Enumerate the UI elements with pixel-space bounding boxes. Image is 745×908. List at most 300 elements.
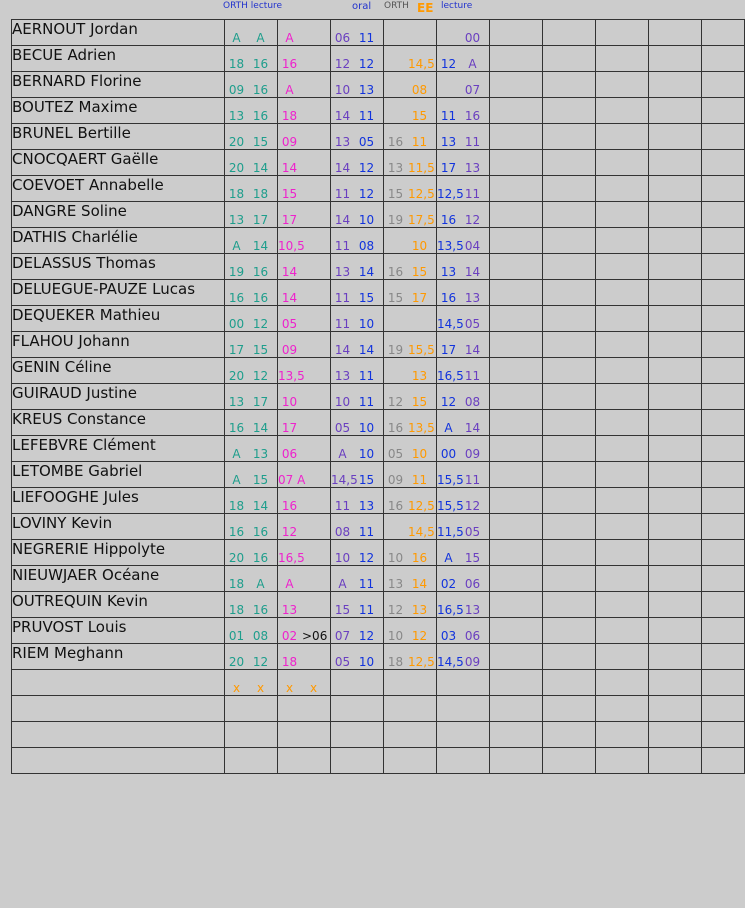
empty-grade-cell[interactable] — [649, 644, 702, 670]
grade-cell[interactable] — [278, 618, 331, 644]
grade-cell[interactable] — [278, 462, 331, 488]
empty-grade-cell[interactable] — [649, 488, 702, 514]
empty-grade-cell[interactable] — [543, 488, 596, 514]
student-name-cell[interactable]: AERNOUT Jordan — [12, 20, 225, 46]
grade-cell[interactable] — [225, 592, 278, 618]
empty-grade-cell[interactable] — [702, 150, 745, 176]
empty-grade-cell[interactable] — [596, 488, 649, 514]
empty-grade-cell[interactable] — [649, 202, 702, 228]
grade-cell[interactable] — [278, 410, 331, 436]
empty-grade-cell[interactable] — [543, 176, 596, 202]
grade-cell[interactable] — [384, 566, 437, 592]
grade-cell[interactable] — [384, 462, 437, 488]
grade-cell[interactable] — [225, 462, 278, 488]
grade-cell[interactable] — [278, 696, 331, 722]
grade-cell[interactable] — [437, 566, 490, 592]
grade-cell[interactable] — [278, 540, 331, 566]
empty-grade-cell[interactable] — [543, 98, 596, 124]
student-name-cell[interactable]: BECUE Adrien — [12, 46, 225, 72]
student-name-cell[interactable]: DATHIS Charlélie — [12, 228, 225, 254]
grade-cell[interactable] — [437, 384, 490, 410]
empty-grade-cell[interactable] — [649, 540, 702, 566]
grade-cell[interactable] — [384, 202, 437, 228]
empty-grade-cell[interactable] — [490, 332, 543, 358]
student-name-cell[interactable]: COEVOET Annabelle — [12, 176, 225, 202]
empty-grade-cell[interactable] — [596, 150, 649, 176]
grade-cell[interactable] — [384, 358, 437, 384]
empty-grade-cell[interactable] — [649, 72, 702, 98]
empty-grade-cell[interactable] — [490, 384, 543, 410]
empty-grade-cell[interactable] — [596, 462, 649, 488]
empty-grade-cell[interactable] — [543, 124, 596, 150]
empty-grade-cell[interactable] — [490, 176, 543, 202]
student-name-cell[interactable]: LIEFOOGHE Jules — [12, 488, 225, 514]
empty-grade-cell[interactable] — [649, 722, 702, 748]
grade-cell[interactable] — [278, 202, 331, 228]
empty-grade-cell[interactable] — [490, 540, 543, 566]
empty-grade-cell[interactable] — [490, 618, 543, 644]
grade-cell[interactable] — [384, 670, 437, 696]
empty-grade-cell[interactable] — [596, 566, 649, 592]
empty-grade-cell[interactable] — [702, 644, 745, 670]
grade-cell[interactable] — [225, 306, 278, 332]
grade-cell[interactable] — [331, 488, 384, 514]
empty-grade-cell[interactable] — [702, 20, 745, 46]
grade-cell[interactable] — [331, 98, 384, 124]
student-name-cell[interactable]: NEGRERIE Hippolyte — [12, 540, 225, 566]
grade-cell[interactable] — [437, 540, 490, 566]
empty-grade-cell[interactable] — [596, 72, 649, 98]
empty-grade-cell[interactable] — [702, 72, 745, 98]
grade-cell[interactable] — [384, 280, 437, 306]
empty-grade-cell[interactable] — [702, 566, 745, 592]
student-name-cell[interactable]: LOVINY Kevin — [12, 514, 225, 540]
empty-grade-cell[interactable] — [490, 150, 543, 176]
empty-grade-cell[interactable] — [596, 618, 649, 644]
empty-grade-cell[interactable] — [490, 696, 543, 722]
student-name-cell[interactable]: OUTREQUIN Kevin — [12, 592, 225, 618]
student-name-cell[interactable]: BRUNEL Bertille — [12, 124, 225, 150]
empty-grade-cell[interactable] — [702, 280, 745, 306]
grade-cell[interactable] — [278, 722, 331, 748]
grade-cell[interactable] — [384, 644, 437, 670]
student-name-cell[interactable]: DANGRE Soline — [12, 202, 225, 228]
empty-grade-cell[interactable] — [649, 696, 702, 722]
empty-grade-cell[interactable] — [649, 410, 702, 436]
empty-grade-cell[interactable] — [490, 514, 543, 540]
grade-cell[interactable] — [437, 124, 490, 150]
grade-cell[interactable] — [278, 20, 331, 46]
grade-cell[interactable] — [278, 592, 331, 618]
grade-cell[interactable] — [225, 696, 278, 722]
grade-cell[interactable] — [278, 254, 331, 280]
empty-grade-cell[interactable] — [702, 722, 745, 748]
empty-grade-cell[interactable] — [596, 306, 649, 332]
empty-grade-cell[interactable] — [702, 618, 745, 644]
empty-grade-cell[interactable] — [649, 566, 702, 592]
grade-cell[interactable] — [331, 436, 384, 462]
empty-grade-cell[interactable] — [596, 540, 649, 566]
empty-grade-cell[interactable] — [543, 202, 596, 228]
empty-grade-cell[interactable] — [702, 488, 745, 514]
empty-grade-cell[interactable] — [649, 514, 702, 540]
student-name-cell[interactable]: BERNARD Florine — [12, 72, 225, 98]
empty-grade-cell[interactable] — [649, 280, 702, 306]
grade-cell[interactable] — [437, 722, 490, 748]
student-name-cell[interactable]: PRUVOST Louis — [12, 618, 225, 644]
empty-grade-cell[interactable] — [490, 410, 543, 436]
grade-cell[interactable] — [384, 176, 437, 202]
grade-cell[interactable] — [384, 72, 437, 98]
grade-cell[interactable] — [331, 202, 384, 228]
grade-cell[interactable] — [331, 696, 384, 722]
grade-cell[interactable] — [225, 618, 278, 644]
empty-grade-cell[interactable] — [543, 306, 596, 332]
grade-cell[interactable] — [437, 488, 490, 514]
grade-cell[interactable] — [437, 592, 490, 618]
grade-cell[interactable] — [225, 46, 278, 72]
grade-cell[interactable] — [437, 748, 490, 774]
student-name-cell[interactable]: GENIN Céline — [12, 358, 225, 384]
grade-cell[interactable] — [278, 384, 331, 410]
grade-cell[interactable] — [384, 514, 437, 540]
empty-grade-cell[interactable] — [543, 384, 596, 410]
student-name-cell[interactable]: DELUEGUE-PAUZE Lucas — [12, 280, 225, 306]
grade-cell[interactable] — [278, 98, 331, 124]
empty-grade-cell[interactable] — [596, 670, 649, 696]
empty-grade-cell[interactable] — [596, 436, 649, 462]
empty-grade-cell[interactable] — [543, 150, 596, 176]
grade-cell[interactable] — [278, 514, 331, 540]
grade-cell[interactable] — [331, 280, 384, 306]
empty-grade-cell[interactable] — [543, 410, 596, 436]
empty-grade-cell[interactable] — [596, 592, 649, 618]
empty-grade-cell[interactable] — [649, 670, 702, 696]
empty-grade-cell[interactable] — [649, 98, 702, 124]
empty-grade-cell[interactable] — [596, 20, 649, 46]
student-name-cell[interactable]: DEQUEKER Mathieu — [12, 306, 225, 332]
grade-cell[interactable] — [331, 384, 384, 410]
empty-grade-cell[interactable] — [649, 332, 702, 358]
grade-cell[interactable] — [278, 306, 331, 332]
grade-cell[interactable] — [225, 488, 278, 514]
grade-cell[interactable] — [225, 20, 278, 46]
grade-cell[interactable] — [437, 358, 490, 384]
empty-grade-cell[interactable] — [490, 748, 543, 774]
grade-cell[interactable] — [437, 670, 490, 696]
empty-grade-cell[interactable] — [702, 124, 745, 150]
empty-grade-cell[interactable] — [543, 72, 596, 98]
empty-grade-cell[interactable] — [543, 540, 596, 566]
empty-grade-cell[interactable] — [490, 72, 543, 98]
empty-grade-cell[interactable] — [702, 358, 745, 384]
grade-cell[interactable] — [437, 462, 490, 488]
grade-cell[interactable] — [437, 176, 490, 202]
grade-cell[interactable] — [331, 748, 384, 774]
grade-cell[interactable] — [437, 150, 490, 176]
grade-cell[interactable] — [331, 618, 384, 644]
grade-cell[interactable] — [437, 254, 490, 280]
empty-grade-cell[interactable] — [596, 410, 649, 436]
empty-grade-cell[interactable] — [649, 228, 702, 254]
grade-cell[interactable] — [437, 410, 490, 436]
grade-cell[interactable] — [384, 228, 437, 254]
grade-cell[interactable] — [384, 384, 437, 410]
grade-cell[interactable] — [225, 540, 278, 566]
grade-cell[interactable] — [331, 20, 384, 46]
grade-cell[interactable] — [278, 150, 331, 176]
empty-grade-cell[interactable] — [543, 332, 596, 358]
grade-cell[interactable] — [437, 228, 490, 254]
grade-cell[interactable] — [278, 670, 331, 696]
empty-grade-cell[interactable] — [596, 46, 649, 72]
empty-grade-cell[interactable] — [649, 436, 702, 462]
grade-cell[interactable] — [225, 202, 278, 228]
grade-cell[interactable] — [278, 488, 331, 514]
grade-cell[interactable] — [225, 410, 278, 436]
empty-grade-cell[interactable] — [543, 46, 596, 72]
grade-cell[interactable] — [384, 696, 437, 722]
grade-cell[interactable] — [225, 566, 278, 592]
grade-cell[interactable] — [331, 332, 384, 358]
empty-grade-cell[interactable] — [649, 358, 702, 384]
empty-grade-cell[interactable] — [649, 176, 702, 202]
empty-grade-cell[interactable] — [490, 280, 543, 306]
empty-grade-cell[interactable] — [702, 514, 745, 540]
empty-grade-cell[interactable] — [596, 384, 649, 410]
grade-cell[interactable] — [278, 46, 331, 72]
grade-cell[interactable] — [225, 150, 278, 176]
student-name-cell[interactable] — [12, 748, 225, 774]
student-name-cell[interactable]: BOUTEZ Maxime — [12, 98, 225, 124]
student-name-cell[interactable] — [12, 722, 225, 748]
student-name-cell[interactable]: RIEM Meghann — [12, 644, 225, 670]
grade-cell[interactable] — [437, 20, 490, 46]
grade-cell[interactable] — [384, 748, 437, 774]
grade-cell[interactable] — [225, 228, 278, 254]
grade-cell[interactable] — [331, 410, 384, 436]
grade-cell[interactable] — [225, 98, 278, 124]
grade-cell[interactable] — [225, 748, 278, 774]
grade-cell[interactable] — [437, 332, 490, 358]
grade-cell[interactable] — [225, 176, 278, 202]
grade-cell[interactable] — [331, 46, 384, 72]
grade-cell[interactable] — [225, 644, 278, 670]
empty-grade-cell[interactable] — [490, 254, 543, 280]
student-name-cell[interactable]: CNOCQAERT Gaëlle — [12, 150, 225, 176]
empty-grade-cell[interactable] — [596, 722, 649, 748]
grade-cell[interactable] — [437, 436, 490, 462]
empty-grade-cell[interactable] — [543, 462, 596, 488]
grade-cell[interactable] — [384, 722, 437, 748]
grade-cell[interactable] — [437, 618, 490, 644]
empty-grade-cell[interactable] — [543, 644, 596, 670]
grade-cell[interactable] — [225, 722, 278, 748]
empty-grade-cell[interactable] — [543, 228, 596, 254]
grade-cell[interactable] — [437, 46, 490, 72]
empty-grade-cell[interactable] — [649, 306, 702, 332]
grade-cell[interactable] — [384, 150, 437, 176]
empty-grade-cell[interactable] — [702, 384, 745, 410]
student-name-cell[interactable]: GUIRAUD Justine — [12, 384, 225, 410]
grade-cell[interactable] — [331, 124, 384, 150]
grade-cell[interactable] — [384, 20, 437, 46]
empty-grade-cell[interactable] — [490, 488, 543, 514]
empty-grade-cell[interactable] — [702, 202, 745, 228]
student-name-cell[interactable]: FLAHOU Johann — [12, 332, 225, 358]
empty-grade-cell[interactable] — [543, 696, 596, 722]
empty-grade-cell[interactable] — [649, 46, 702, 72]
grade-cell[interactable] — [278, 436, 331, 462]
empty-grade-cell[interactable] — [649, 748, 702, 774]
empty-grade-cell[interactable] — [543, 748, 596, 774]
grade-cell[interactable] — [331, 306, 384, 332]
empty-grade-cell[interactable] — [702, 592, 745, 618]
empty-grade-cell[interactable] — [490, 436, 543, 462]
grade-cell[interactable] — [384, 46, 437, 72]
empty-grade-cell[interactable] — [543, 514, 596, 540]
empty-grade-cell[interactable] — [596, 98, 649, 124]
empty-grade-cell[interactable] — [702, 748, 745, 774]
grade-cell[interactable] — [384, 618, 437, 644]
grade-cell[interactable] — [225, 358, 278, 384]
grade-cell[interactable] — [437, 72, 490, 98]
empty-grade-cell[interactable] — [596, 514, 649, 540]
empty-grade-cell[interactable] — [702, 254, 745, 280]
empty-grade-cell[interactable] — [490, 592, 543, 618]
grade-cell[interactable] — [331, 254, 384, 280]
empty-grade-cell[interactable] — [702, 306, 745, 332]
grade-cell[interactable] — [225, 384, 278, 410]
empty-grade-cell[interactable] — [490, 46, 543, 72]
empty-grade-cell[interactable] — [702, 228, 745, 254]
empty-grade-cell[interactable] — [490, 566, 543, 592]
empty-grade-cell[interactable] — [543, 280, 596, 306]
empty-grade-cell[interactable] — [702, 670, 745, 696]
grade-cell[interactable] — [437, 644, 490, 670]
empty-grade-cell[interactable] — [702, 540, 745, 566]
grade-cell[interactable] — [331, 514, 384, 540]
empty-grade-cell[interactable] — [543, 670, 596, 696]
empty-grade-cell[interactable] — [490, 358, 543, 384]
empty-grade-cell[interactable] — [596, 332, 649, 358]
empty-grade-cell[interactable] — [649, 150, 702, 176]
empty-grade-cell[interactable] — [543, 618, 596, 644]
grade-cell[interactable] — [384, 540, 437, 566]
grade-cell[interactable] — [331, 592, 384, 618]
grade-cell[interactable] — [384, 488, 437, 514]
student-name-cell[interactable] — [12, 670, 225, 696]
grade-cell[interactable] — [225, 124, 278, 150]
grade-cell[interactable] — [437, 202, 490, 228]
grade-cell[interactable] — [225, 514, 278, 540]
grade-cell[interactable] — [437, 98, 490, 124]
grade-cell[interactable] — [331, 150, 384, 176]
empty-grade-cell[interactable] — [490, 202, 543, 228]
grade-cell[interactable] — [331, 176, 384, 202]
student-name-cell[interactable]: KREUS Constance — [12, 410, 225, 436]
empty-grade-cell[interactable] — [649, 384, 702, 410]
empty-grade-cell[interactable] — [596, 176, 649, 202]
grade-cell[interactable] — [331, 566, 384, 592]
grade-cell[interactable] — [437, 306, 490, 332]
grade-cell[interactable] — [225, 280, 278, 306]
empty-grade-cell[interactable] — [702, 176, 745, 202]
empty-grade-cell[interactable] — [543, 592, 596, 618]
student-name-cell[interactable]: DELASSUS Thomas — [12, 254, 225, 280]
grade-cell[interactable] — [225, 72, 278, 98]
empty-grade-cell[interactable] — [596, 748, 649, 774]
grade-cell[interactable] — [278, 280, 331, 306]
grade-cell[interactable] — [331, 644, 384, 670]
grade-cell[interactable] — [278, 332, 331, 358]
empty-grade-cell[interactable] — [543, 254, 596, 280]
empty-grade-cell[interactable] — [543, 358, 596, 384]
grade-cell[interactable] — [278, 358, 331, 384]
grade-cell[interactable] — [331, 540, 384, 566]
grade-cell[interactable] — [331, 228, 384, 254]
student-name-cell[interactable]: LETOMBE Gabriel — [12, 462, 225, 488]
grade-cell[interactable] — [331, 670, 384, 696]
empty-grade-cell[interactable] — [649, 254, 702, 280]
grade-cell[interactable] — [278, 748, 331, 774]
grade-cell[interactable] — [384, 306, 437, 332]
grade-cell[interactable] — [278, 176, 331, 202]
grade-cell[interactable] — [437, 696, 490, 722]
empty-grade-cell[interactable] — [543, 566, 596, 592]
grade-cell[interactable] — [278, 644, 331, 670]
empty-grade-cell[interactable] — [490, 462, 543, 488]
empty-grade-cell[interactable] — [649, 20, 702, 46]
grade-cell[interactable] — [331, 462, 384, 488]
empty-grade-cell[interactable] — [596, 228, 649, 254]
empty-grade-cell[interactable] — [490, 228, 543, 254]
empty-grade-cell[interactable] — [649, 124, 702, 150]
grade-cell[interactable] — [384, 332, 437, 358]
empty-grade-cell[interactable] — [596, 358, 649, 384]
empty-grade-cell[interactable] — [490, 20, 543, 46]
empty-grade-cell[interactable] — [702, 436, 745, 462]
empty-grade-cell[interactable] — [596, 696, 649, 722]
empty-grade-cell[interactable] — [490, 98, 543, 124]
grade-cell[interactable] — [384, 592, 437, 618]
grade-cell[interactable] — [225, 436, 278, 462]
grade-cell[interactable] — [278, 228, 331, 254]
grade-cell[interactable] — [331, 72, 384, 98]
empty-grade-cell[interactable] — [702, 46, 745, 72]
empty-grade-cell[interactable] — [649, 592, 702, 618]
grade-cell[interactable] — [278, 72, 331, 98]
grade-cell[interactable] — [437, 280, 490, 306]
grade-cell[interactable] — [331, 722, 384, 748]
empty-grade-cell[interactable] — [596, 202, 649, 228]
empty-grade-cell[interactable] — [543, 436, 596, 462]
student-name-cell[interactable] — [12, 696, 225, 722]
empty-grade-cell[interactable] — [649, 618, 702, 644]
empty-grade-cell[interactable] — [649, 462, 702, 488]
grade-cell[interactable] — [278, 566, 331, 592]
empty-grade-cell[interactable] — [702, 410, 745, 436]
empty-grade-cell[interactable] — [596, 280, 649, 306]
grade-cell[interactable] — [384, 410, 437, 436]
empty-grade-cell[interactable] — [702, 98, 745, 124]
grade-cell[interactable] — [384, 436, 437, 462]
grade-cell[interactable] — [225, 254, 278, 280]
student-name-cell[interactable]: LEFEBVRE Clément — [12, 436, 225, 462]
empty-grade-cell[interactable] — [702, 462, 745, 488]
empty-grade-cell[interactable] — [490, 670, 543, 696]
grade-cell[interactable] — [225, 332, 278, 358]
